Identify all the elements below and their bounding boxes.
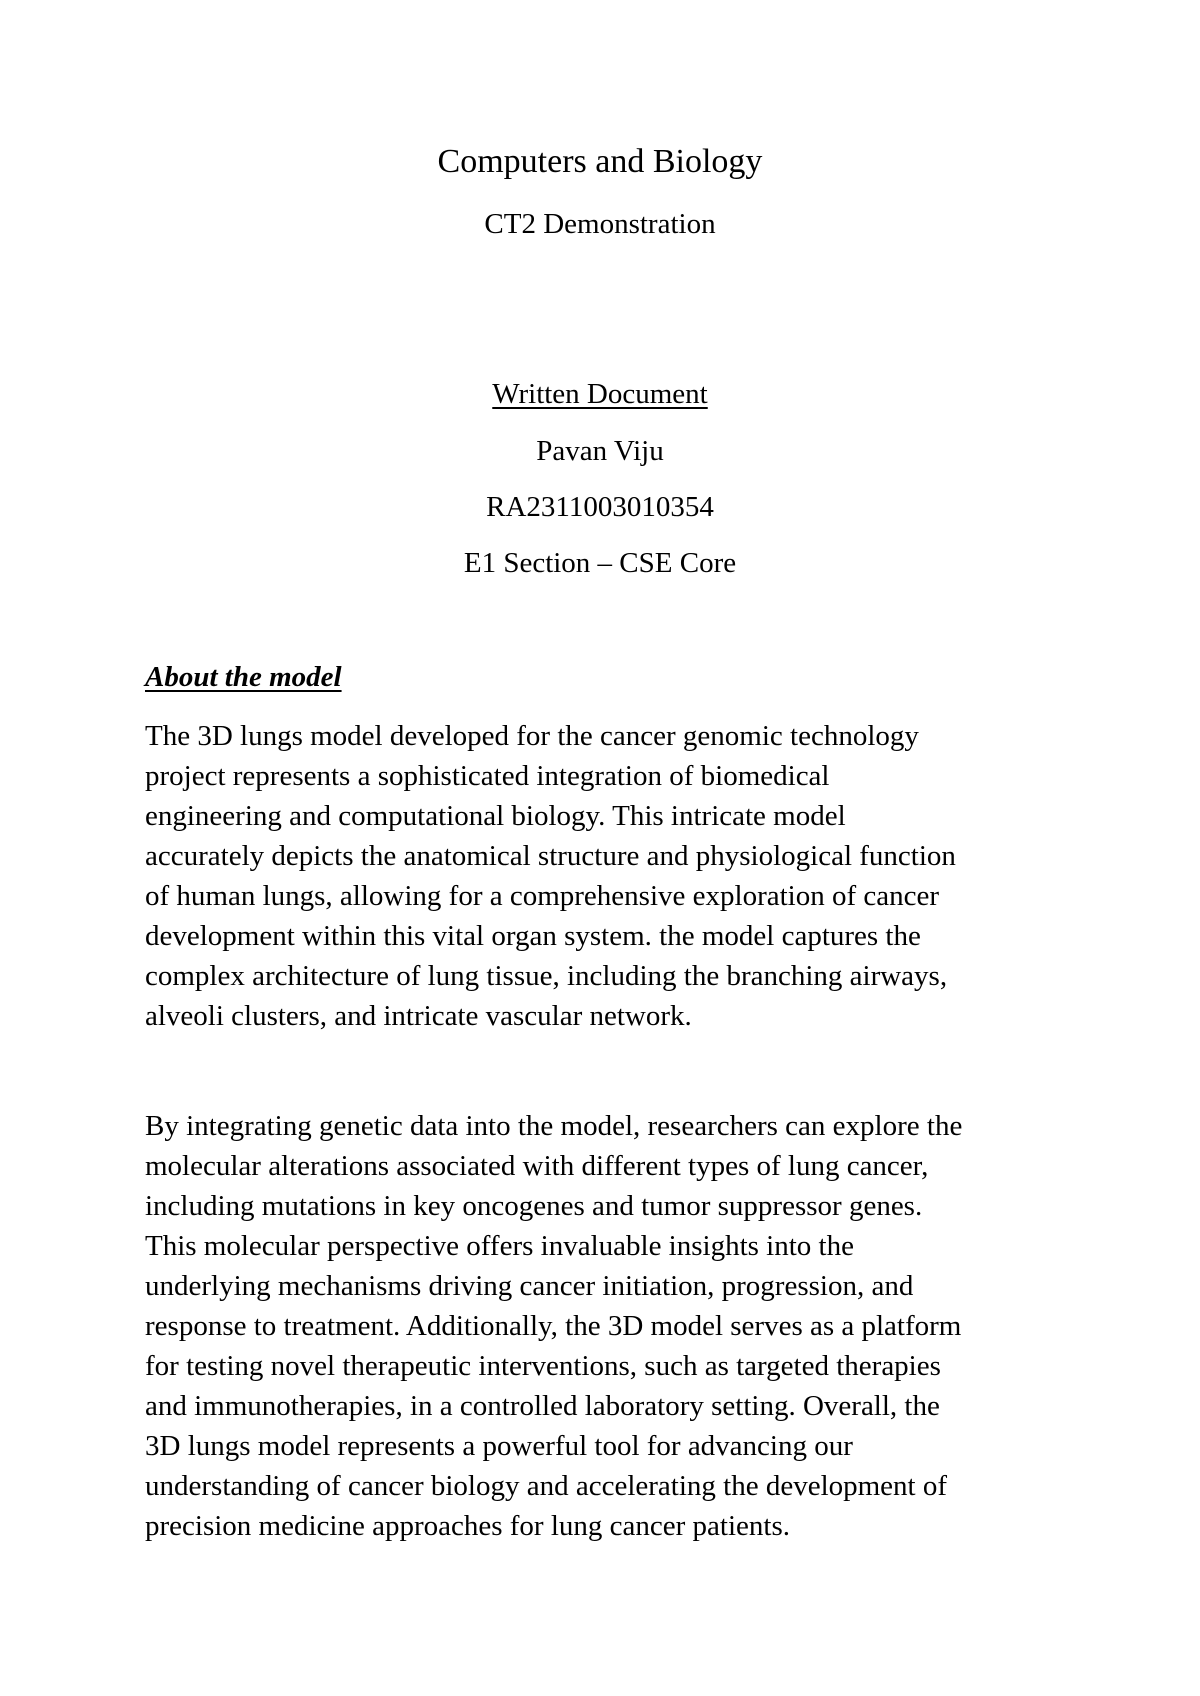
section-label: E1 Section – CSE Core bbox=[463, 547, 737, 579]
paragraph-line: engineering and computational biology. This intricate model bbox=[145, 800, 846, 832]
paragraph-line: By integrating genetic data into the model, researchers can explore the bbox=[145, 1110, 963, 1142]
paragraph-about-model bbox=[145, 716, 1085, 1036]
paragraph-line: alveoli clusters, and intricate vascular network. bbox=[145, 1000, 692, 1032]
paragraph-line: understanding of cancer biology and accelerating the development of bbox=[145, 1470, 948, 1502]
paragraph-line: This molecular perspective offers invaluable insights into the bbox=[145, 1230, 854, 1262]
paragraph-line: of human lungs, allowing for a comprehensive exploration of cancer bbox=[145, 880, 940, 912]
paragraph-line: 3D lungs model represents a powerful tool for advancing our bbox=[145, 1430, 853, 1462]
paragraph-genetic-data bbox=[145, 1106, 1085, 1546]
document-title: Computers and Biology bbox=[437, 143, 763, 180]
register-number: RA2311003010354 bbox=[486, 491, 714, 523]
paragraph-line: precision medicine approaches for lung cancer patients. bbox=[145, 1510, 790, 1542]
paragraph-line: The 3D lungs model developed for the cancer genomic technology bbox=[145, 720, 919, 752]
section-heading: About the model bbox=[145, 661, 342, 693]
document-subtitle: CT2 Demonstration bbox=[484, 208, 716, 240]
document-type-label: Written Document bbox=[492, 378, 708, 410]
paragraph-line: project represents a sophisticated integration of biomedical bbox=[145, 760, 830, 792]
paragraph-line: response to treatment. Additionally, the 3D model serves as a platform bbox=[145, 1310, 962, 1342]
paragraph-line: molecular alterations associated with different types of lung cancer, bbox=[145, 1150, 929, 1182]
paragraph-line: complex architecture of lung tissue, including the branching airways, bbox=[145, 960, 948, 992]
paragraph-line: including mutations in key oncogenes and tumor suppressor genes. bbox=[145, 1190, 923, 1222]
paragraph-line: accurately depicts the anatomical structure and physiological function bbox=[145, 840, 956, 872]
paragraph-line: development within this vital organ system. the model captures the bbox=[145, 920, 921, 952]
paragraph-line: and immunotherapies, in a controlled laboratory setting. Overall, the bbox=[145, 1390, 940, 1422]
paragraph-line: underlying mechanisms driving cancer initiation, progression, and bbox=[145, 1270, 914, 1302]
author-name: Pavan Viju bbox=[536, 435, 664, 467]
paragraph-line: for testing novel therapeutic interventions, such as targeted therapies bbox=[145, 1350, 941, 1382]
